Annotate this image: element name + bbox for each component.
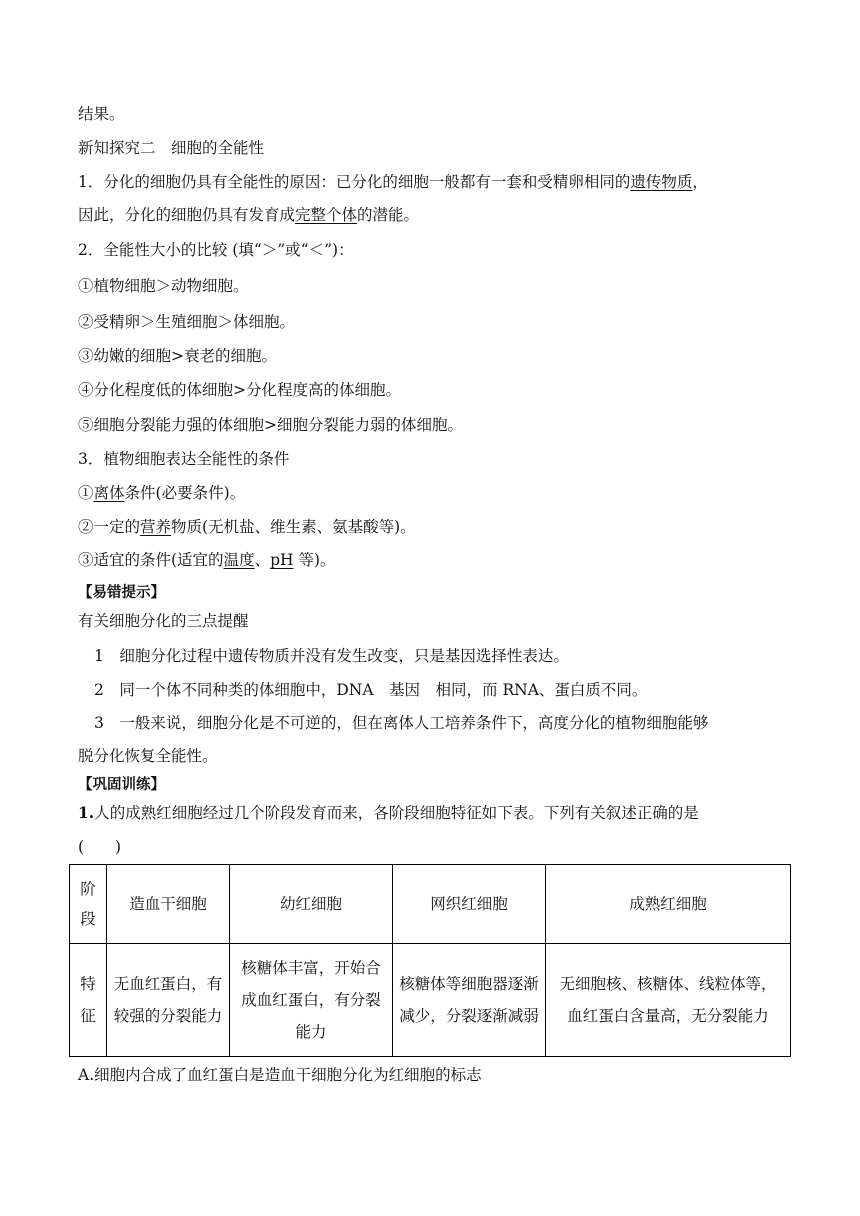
- text: ，: [692, 173, 708, 191]
- header-text: 阶 段: [80, 880, 96, 928]
- cell-stage-table: [69, 864, 791, 1057]
- compare-item-3: ③幼嫩的细胞>衰老的细胞。: [78, 347, 277, 365]
- text: 条件(必要条件)。: [124, 484, 246, 502]
- table-cell: 成熟红细胞: [546, 865, 791, 944]
- tip-item-3-cont: 脱分化恢复全能性。: [78, 747, 218, 765]
- fill-answer: 离体: [93, 484, 125, 502]
- paragraph-3: 3．植物细胞表达全能性的条件: [78, 450, 290, 468]
- table-cell: 幼红细胞: [230, 865, 393, 944]
- tip-item-1: 1 细胞分化过程中遗传物质并没有发生改变，只是基因选择性表达。: [94, 647, 569, 665]
- compare-item-5: ⑤细胞分裂能力强的体细胞>细胞分裂能力弱的体细胞。: [78, 416, 463, 434]
- fill-answer: pH: [270, 551, 294, 569]
- fill-answer: 完整个体: [295, 206, 358, 224]
- compare-item-2: ②受精卵＞生殖细胞＞体细胞。: [78, 313, 296, 331]
- fill-answer: 遗传物质: [630, 173, 693, 191]
- question-text: 人的成熟红细胞经过几个阶段发育而来，各阶段细胞特征如下表。下列有关叙述正确的是: [94, 804, 699, 822]
- table-cell: 无细胞核、核糖体、线粒体等，血红蛋白含量高，无分裂能力: [546, 944, 791, 1057]
- condition-2: [78, 516, 416, 538]
- compare-item-1: ①植物细胞＞动物细胞。: [78, 277, 249, 295]
- paragraph-1: [78, 171, 708, 193]
- text: 因此，分化的细胞仍具有发育成: [78, 206, 296, 224]
- compare-item-4: ④分化程度低的体细胞>分化程度高的体细胞。: [78, 381, 401, 399]
- text: 1．分化的细胞仍具有全能性的原因：已分化的细胞一般都有一套和受精卵相同的: [78, 173, 631, 191]
- paragraph-2: 2．全能性大小的比较 (填“＞”或“＜”)：: [78, 241, 354, 259]
- section-heading: 新知探究二 细胞的全能性: [78, 139, 265, 157]
- row-header-feature: [70, 944, 107, 1057]
- table-cell: 核糖体等细胞器逐渐减少，分裂逐渐减弱: [393, 944, 546, 1057]
- table-cell: 无血红蛋白，有较强的分裂能力: [107, 944, 230, 1057]
- option-a: A.细胞内合成了血红蛋白是造血干细胞分化为红细胞的标志: [78, 1066, 482, 1084]
- text: 、: [254, 551, 271, 569]
- text-line: 结果。: [78, 105, 125, 123]
- text: ①: [78, 484, 94, 502]
- table-row: [70, 865, 791, 944]
- table-cell: 造血干细胞: [107, 865, 230, 944]
- condition-1: [78, 482, 245, 504]
- tip-item-2: 2 同一个体不同种类的体细胞中，DNA 基因 相同，而 RNA、蛋白质不同。: [94, 681, 648, 699]
- condition-3: [78, 549, 336, 571]
- question-1: [78, 802, 699, 824]
- table-cell: 核糖体丰富，开始合成血红蛋白，有分裂能力: [230, 944, 393, 1057]
- training-heading: 【巩固训练】: [78, 776, 165, 793]
- row-header-stage: [70, 865, 107, 944]
- question-number: 1.: [78, 803, 95, 822]
- tip-title: 有关细胞分化的三点提醒: [78, 612, 249, 630]
- answer-paren: ( ): [78, 838, 122, 856]
- fill-answer: 营养: [140, 518, 172, 536]
- text: 物质(无机盐、维生素、氨基酸等)。: [171, 518, 416, 536]
- table-row: [70, 944, 791, 1057]
- paragraph-1-cont: [78, 204, 419, 226]
- tip-heading: 【易错提示】: [78, 584, 165, 601]
- text: 等)。: [293, 551, 336, 569]
- text: ③适宜的条件(适宜的: [78, 551, 224, 569]
- text: 的潜能。: [357, 206, 420, 224]
- tip-item-3: 3 一般来说，细胞分化是不可逆的，但在离体人工培养条件下，高度分化的植物细胞能够: [94, 714, 709, 732]
- fill-answer: 温度: [223, 551, 255, 569]
- table-cell: 网织红细胞: [393, 865, 546, 944]
- header-text: 特 征: [80, 975, 96, 1025]
- text: ②一定的: [78, 518, 141, 536]
